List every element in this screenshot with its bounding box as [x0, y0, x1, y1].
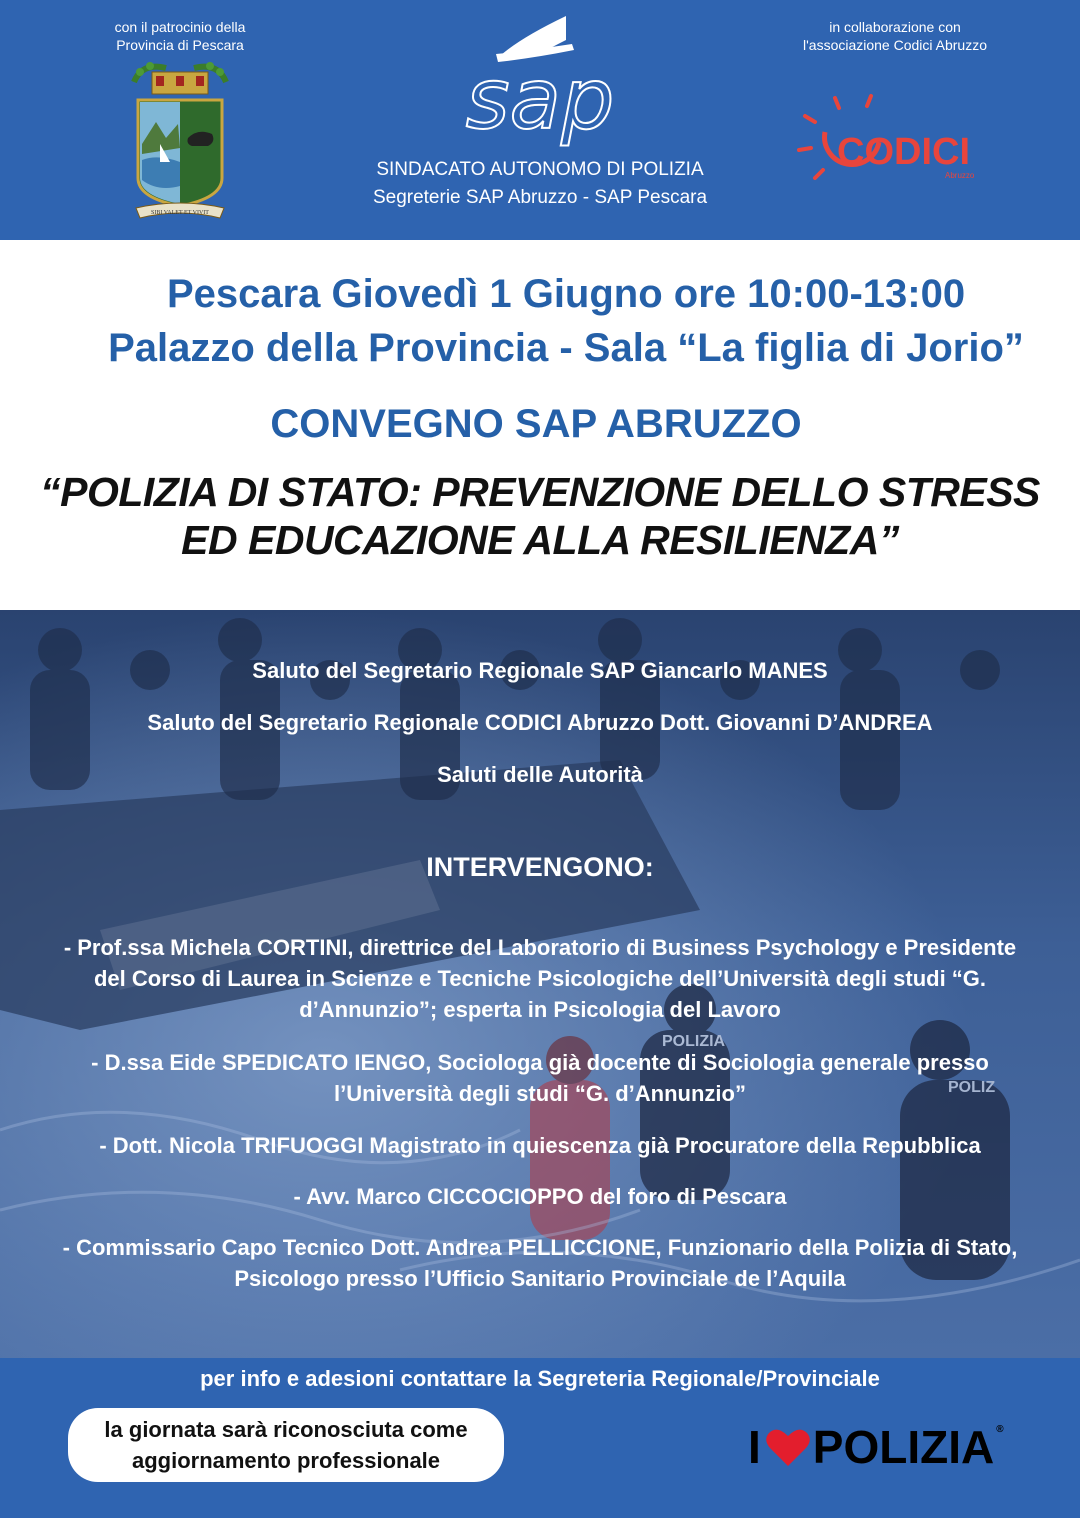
collaboration-text — [780, 18, 1010, 54]
province-coat-of-arms-icon — [128, 58, 232, 220]
event-title: CONVEGNO SAP ABRUZZO — [270, 402, 802, 446]
registered-mark: ® — [996, 1424, 1004, 1435]
slogan-word: POLIZIA — [812, 1421, 995, 1473]
patronage-line-2: Provincia di Pescara — [116, 37, 244, 53]
speaker-pelliccione — [30, 1232, 1050, 1294]
greeting-codici: Saluto del Segretario Regionale CODICI Abruzzo Dott. Giovanni D’ANDREA — [147, 710, 933, 735]
slogan-i: I — [748, 1421, 761, 1473]
speaker-ciccocioppo — [30, 1181, 1050, 1212]
contact-info: per info e adesioni contattare la Segreteria Regionale/Provinciale — [200, 1366, 880, 1391]
coat-motto: SIBI VALET ET VIVIT — [151, 210, 209, 216]
patronage-text — [80, 18, 280, 54]
collab-line-2: l'associazione Codici Abruzzo — [803, 37, 987, 53]
badge-line-2: aggiornamento professionale — [131, 1448, 441, 1473]
photo-vest-text-1: POLIZIA — [662, 1033, 726, 1050]
badge-line-1: la giornata sarà riconosciuta come — [104, 1417, 468, 1442]
photo-vest-text-2: POLIZ — [948, 1079, 996, 1096]
codici-logo-icon — [795, 92, 1005, 184]
heart-icon — [765, 1426, 811, 1468]
speaker-line: Psicologo presso l’Ufficio Sanitario Provinciale de l’Aquila — [234, 1266, 846, 1291]
speaker-line: - Commissario Capo Tecnico Dott. Andrea PELLICCIONE, Funzionario della Polizia di Stato, — [62, 1235, 1018, 1260]
sap-logo-icon — [440, 10, 640, 150]
sap-full-name: SINDACATO AUTONOMO DI POLIZIA — [376, 159, 704, 180]
speakers-heading: INTERVENGONO: — [426, 852, 654, 882]
speaker-spedicato — [30, 1047, 1050, 1109]
header-band — [0, 0, 1080, 240]
event-venue: Palazzo della Provincia - Sala “La figlia di Jorio” — [108, 326, 1024, 370]
i-love-polizia-logo — [748, 1422, 1004, 1472]
codici-logo-sub: Abruzzo — [945, 171, 975, 180]
speaker-line: - Avv. Marco CICCOCIOPPO del foro di Pescara — [293, 1184, 787, 1209]
speaker-line: - Prof.ssa Michela CORTINI, direttrice del Laboratorio di Business Psychology e Presidente — [63, 935, 1017, 960]
event-subject — [40, 468, 1040, 564]
speaker-cortini — [30, 932, 1050, 1025]
speaker-line: - D.ssa Eide SPEDICATO IENGO, Sociologa già docente di Sociologia generale presso — [91, 1050, 989, 1075]
greeting-authorities: Saluti delle Autorità — [437, 762, 643, 787]
greeting-sap: Saluto del Segretario Regionale SAP Giancarlo MANES — [252, 658, 828, 683]
program-photo-section — [0, 610, 1080, 1358]
event-subject-line-1: “POLIZIA DI STATO: PREVENZIONE DELLO STRESS — [40, 469, 1040, 515]
sap-logo-text: sap — [465, 50, 615, 148]
speaker-line: del Corso di Laurea in Scienze e Tecniche Psicologiche dell’Università degli studi “G. — [93, 966, 987, 991]
codici-logo-text: CODICI — [837, 131, 970, 173]
professional-update-badge — [68, 1408, 504, 1482]
speaker-line: d’Annunzio”; esperta in Psicologia del Lavoro — [299, 997, 781, 1022]
speaker-trifuoggi — [30, 1130, 1050, 1161]
patronage-line-1: con il patrocinio della — [114, 19, 246, 35]
speaker-line: l’Università degli studi “G. d’Annunzio” — [334, 1081, 746, 1106]
event-date-time: Pescara Giovedì 1 Giugno ore 10:00-13:00 — [166, 272, 966, 316]
sap-branches: Segreterie SAP Abruzzo - SAP Pescara — [372, 187, 708, 208]
collab-line-1: in collaborazione con — [829, 19, 961, 35]
sap-title — [290, 156, 790, 212]
speaker-line: - Dott. Nicola TRIFUOGGI Magistrato in quiescenza già Procuratore della Repubblica — [99, 1133, 981, 1158]
event-subject-line-2: ED EDUCAZIONE ALLA RESILIENZA” — [181, 517, 899, 563]
